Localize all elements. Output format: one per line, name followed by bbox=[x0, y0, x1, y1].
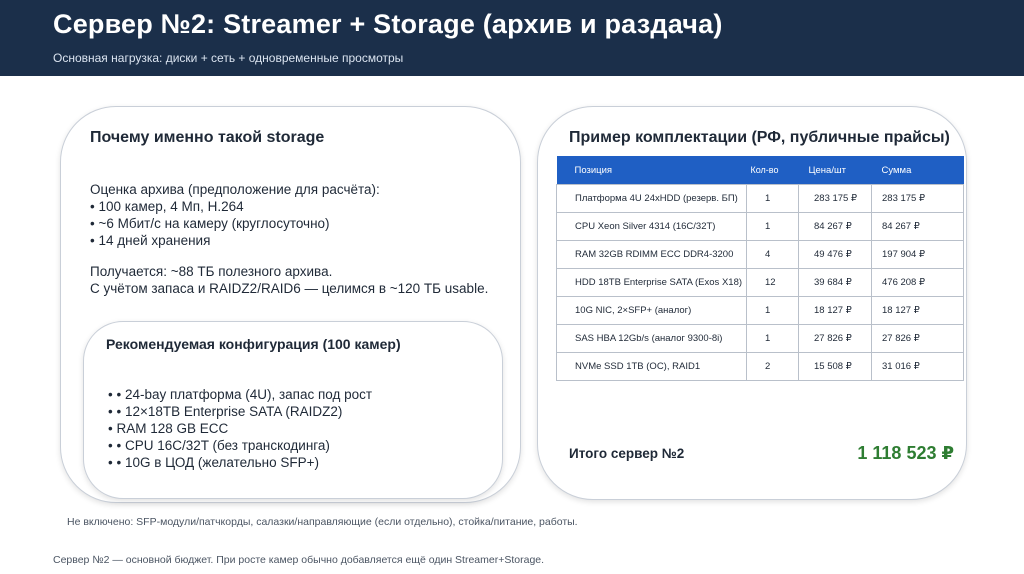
item-cell: RAM 32GB RDIMM ECC DDR4-3200 bbox=[557, 241, 747, 269]
exclusions-note: Не включено: SFP-модули/патчкорды, салазки/направляющие (если отдельно), стойка/питание, работы. bbox=[67, 516, 578, 528]
table-row bbox=[557, 353, 964, 381]
storage-rationale-heading: Почему именно такой storage bbox=[90, 129, 325, 146]
archive-estimate bbox=[90, 181, 380, 249]
pricing-table bbox=[556, 156, 964, 381]
qty-cell: 2 bbox=[747, 353, 799, 381]
price-cell: 18 127 ₽ bbox=[799, 297, 872, 325]
sum-cell: 476 208 ₽ bbox=[872, 269, 964, 297]
table-header-row bbox=[557, 156, 964, 185]
sum-cell: 84 267 ₽ bbox=[872, 213, 964, 241]
recommended-config-card bbox=[83, 321, 503, 499]
recommended-config-heading: Рекомендуемая конфигурация (100 камер) bbox=[106, 336, 401, 352]
sum-cell: 283 175 ₽ bbox=[872, 185, 964, 213]
qty-cell: 1 bbox=[747, 297, 799, 325]
total-label: Итого сервер №2 bbox=[569, 446, 685, 461]
estimate-line: • 100 камер, 4 Мп, H.264 bbox=[90, 199, 244, 214]
column-header-sum: Сумма bbox=[872, 156, 964, 185]
config-item: • RAM 128 GB ECC bbox=[108, 421, 229, 436]
price-cell: 39 684 ₽ bbox=[799, 269, 872, 297]
estimate-line: • 14 дней хранения bbox=[90, 233, 211, 248]
item-cell: NVMe SSD 1TB (ОС), RAID1 bbox=[557, 353, 747, 381]
price-cell: 15 508 ₽ bbox=[799, 353, 872, 381]
recommended-config-list bbox=[108, 386, 372, 471]
table-row bbox=[557, 297, 964, 325]
qty-cell: 1 bbox=[747, 325, 799, 353]
sum-cell: 27 826 ₽ bbox=[872, 325, 964, 353]
item-cell: SAS HBA 12Gb/s (аналог 9300-8i) bbox=[557, 325, 747, 353]
price-cell: 49 476 ₽ bbox=[799, 241, 872, 269]
column-header-price: Цена/шт bbox=[799, 156, 872, 185]
estimate-line: Оценка архива (предположение для расчёта): bbox=[90, 182, 380, 197]
result-line: Получается: ~88 ТБ полезного архива. bbox=[90, 264, 333, 279]
archive-result bbox=[90, 263, 488, 297]
header-bar bbox=[0, 0, 1024, 76]
footer-note: Сервер №2 — основной бюджет. При росте камер обычно добавляется ещё один Streamer+Storage. bbox=[53, 554, 545, 566]
config-item: • • 12×18TB Enterprise SATA (RAIDZ2) bbox=[108, 404, 343, 419]
item-cell: Платформа 4U 24xHDD (резерв. БП) bbox=[557, 185, 747, 213]
column-header-qty: Кол-во bbox=[747, 156, 799, 185]
table-row bbox=[557, 185, 964, 213]
table-row bbox=[557, 269, 964, 297]
page-subtitle: Основная нагрузка: диски + сеть + одновременные просмотры bbox=[53, 51, 404, 65]
estimate-line: • ~6 Мбит/с на камеру (круглосуточно) bbox=[90, 216, 330, 231]
sum-cell: 31 016 ₽ bbox=[872, 353, 964, 381]
qty-cell: 1 bbox=[747, 185, 799, 213]
table-row bbox=[557, 213, 964, 241]
table-row bbox=[557, 325, 964, 353]
qty-cell: 1 bbox=[747, 213, 799, 241]
pricing-heading: Пример комплектации (РФ, публичные прайсы) bbox=[569, 129, 950, 146]
qty-cell: 12 bbox=[747, 269, 799, 297]
price-cell: 84 267 ₽ bbox=[799, 213, 872, 241]
column-header-item: Позиция bbox=[557, 156, 747, 185]
pricing-card bbox=[537, 106, 967, 500]
config-item: • • 10G в ЦОД (желательно SFP+) bbox=[108, 455, 319, 470]
item-cell: 10G NIC, 2×SFP+ (аналог) bbox=[557, 297, 747, 325]
sum-cell: 197 904 ₽ bbox=[872, 241, 964, 269]
config-item: • • 24-bay платформа (4U), запас под рост bbox=[108, 387, 373, 402]
page-title: Сервер №2: Streamer + Storage (архив и раздача) bbox=[53, 9, 723, 39]
result-line: С учётом запаса и RAIDZ2/RAID6 — целимся в ~120 ТБ usable. bbox=[90, 281, 489, 296]
price-cell: 27 826 ₽ bbox=[799, 325, 872, 353]
total-value: 1 118 523 ₽ bbox=[857, 443, 954, 463]
qty-cell: 4 bbox=[747, 241, 799, 269]
item-cell: HDD 18TB Enterprise SATA (Exos X18) bbox=[557, 269, 747, 297]
table-row bbox=[557, 241, 964, 269]
price-cell: 283 175 ₽ bbox=[799, 185, 872, 213]
sum-cell: 18 127 ₽ bbox=[872, 297, 964, 325]
config-item: • • CPU 16C/32T (без транскодинга) bbox=[108, 438, 330, 453]
item-cell: CPU Xeon Silver 4314 (16C/32T) bbox=[557, 213, 747, 241]
